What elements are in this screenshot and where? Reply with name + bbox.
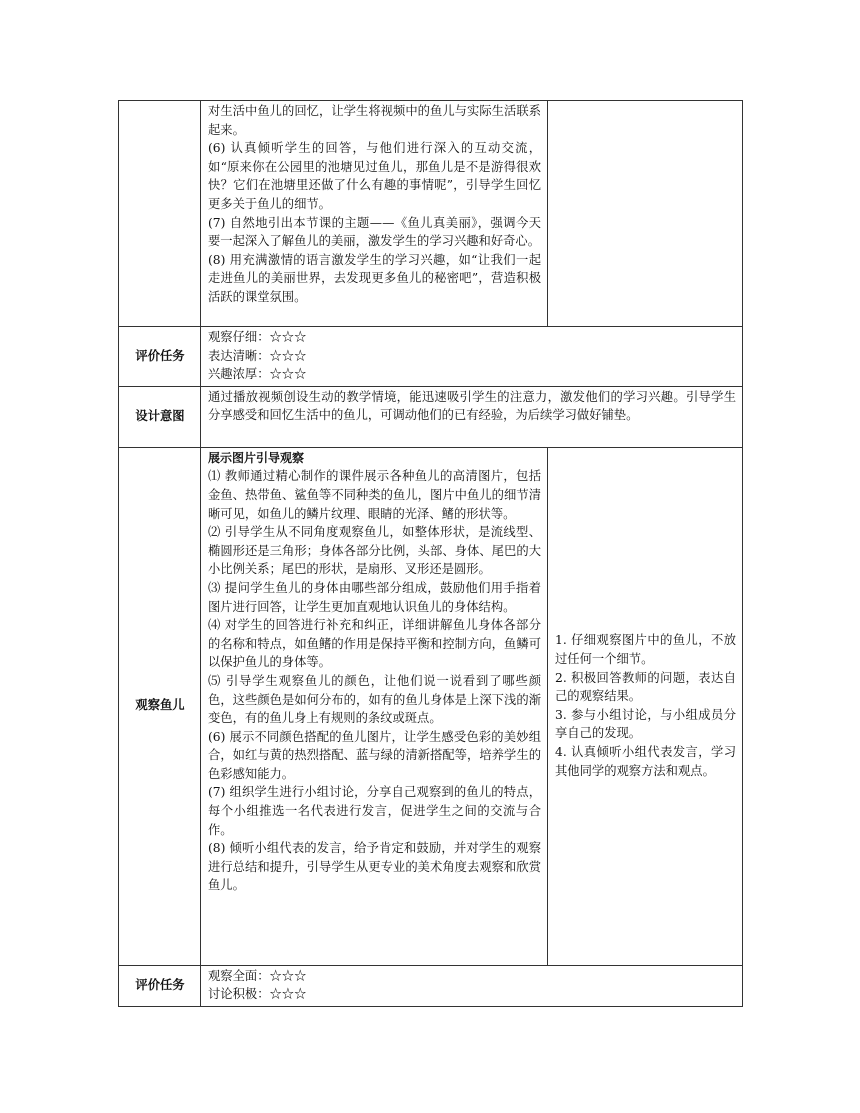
evaluation-item: 表达清晰：☆☆☆ [208,348,307,363]
student-item: 3. 参与小组讨论，与小组成员分享自己的发现。 [555,707,736,741]
paragraph: ⑸ 引导学生观察鱼儿的颜色，让他们说一说看到了哪些颜色，这些颜色是如何分布的，如有的鱼儿身体是上深下浅的渐变色，有的鱼儿身上有规则的条纹或斑点。 [208,673,541,726]
table-row [119,386,743,447]
table-row [119,447,743,965]
student-activity-cell [548,447,743,965]
row-label [119,101,201,327]
student-activity-cell [548,101,743,327]
evaluation-item: 兴趣浓厚：☆☆☆ [208,367,307,382]
paragraph: (6) 认真倾听学生的回答，与他们进行深入的互动交流，如“原来你在公园里的池塘见过鱼儿，那鱼儿是不是游得很欢快？它们在池塘里还做了什么有趣的事情呢”，引导学生回忆更多关于鱼儿的细节。 [208,141,541,211]
row-label-observe: 观察鱼儿 [119,447,201,965]
paragraph: (7) 组织学生进行小组讨论，分享自己观察到的鱼儿的特点，每个小组推选一名代表进行发言，促进学生之间的交流与合作。 [208,785,541,837]
table-row [119,965,743,1006]
evaluation-cell [201,327,743,387]
paragraph: ⑶ 提问学生鱼儿的身体由哪些部分组成，鼓励他们用手指着图片进行回答，让学生更加直观地认识鱼儿的身体结构。 [208,580,541,614]
student-item: 4. 认真倾听小组代表发言，学习其他同学的观察方法和观点。 [555,744,736,778]
lesson-plan-table [118,100,743,1007]
paragraph: ⑵ 引导学生从不同角度观察鱼儿，如整体形状，是流线型、椭圆形还是三角形；身体各部分比例，头部、身体、尾巴的大小比例关系；尾巴的形状，是扇形、叉形还是圆形。 [208,525,541,577]
row-label-evaluation: 评价任务 [119,965,201,1006]
teacher-activity-cell [201,101,548,327]
table-row [119,101,743,327]
paragraph: (7) 自然地引出本节课的主题——《鱼儿真美丽》，强调今天要一起深入了解鱼儿的美丽，激发学生的学习兴趣和好奇心。 [208,215,541,249]
student-item: 2. 积极回答教师的问题，表达自己的观察结果。 [555,670,736,704]
section-heading: 展示图片引导观察 [208,450,305,465]
evaluation-item: 讨论积极：☆☆☆ [208,987,307,1002]
row-label-design-intent: 设计意图 [119,386,201,447]
paragraph: (8) 倾听小组代表的发言，给予肯定和鼓励，并对学生的观察进行总结和提升，引导学生从更专业的美术角度去观察和欣赏鱼儿。 [208,841,541,893]
student-item: 1. 仔细观察图片中的鱼儿，不放过任何一个细节。 [555,633,736,666]
paragraph: (8) 用充满激情的语言激发学生的学习兴趣，如“让我们一起走进鱼儿的美丽世界，去发现更多鱼儿的秘密吧”，营造积极活跃的课堂氛围。 [208,252,541,304]
teacher-activity-cell [201,447,548,965]
evaluation-cell [201,965,743,1006]
table-row [119,327,743,387]
paragraph: ⑷ 对学生的回答进行补充和纠正，详细讲解鱼儿身体各部分的名称和特点，如鱼鳍的作用是保持平衡和控制方向，鱼鳞可以保护鱼儿的身体等。 [208,618,541,670]
evaluation-item: 观察全面：☆☆☆ [208,968,307,983]
paragraph: (6) 展示不同颜色搭配的鱼儿图片，让学生感受色彩的美妙组合，如红与黄的热烈搭配、蓝与绿的清新搭配等，培养学生的色彩感知能力。 [208,729,541,781]
paragraph: ⑴ 教师通过精心制作的课件展示各种鱼儿的高清图片，包括金鱼、热带鱼、鲨鱼等不同种类的鱼儿，图片中鱼儿的细节清晰可见，如鱼儿的鳞片纹理、眼睛的光泽、鳍的形状等。 [208,469,541,521]
design-intent-cell: 通过播放视频创设生动的教学情境，能迅速吸引学生的注意力，激发他们的学习兴趣。引导学生分享感受和回忆生活中的鱼儿，可调动他们的已有经验，为后续学习做好铺垫。 [201,386,743,447]
paragraph: 对生活中鱼儿的回忆，让学生将视频中的鱼儿与实际生活联系起来。 [208,104,541,137]
row-label-evaluation: 评价任务 [119,327,201,387]
evaluation-item: 观察仔细：☆☆☆ [208,330,307,344]
